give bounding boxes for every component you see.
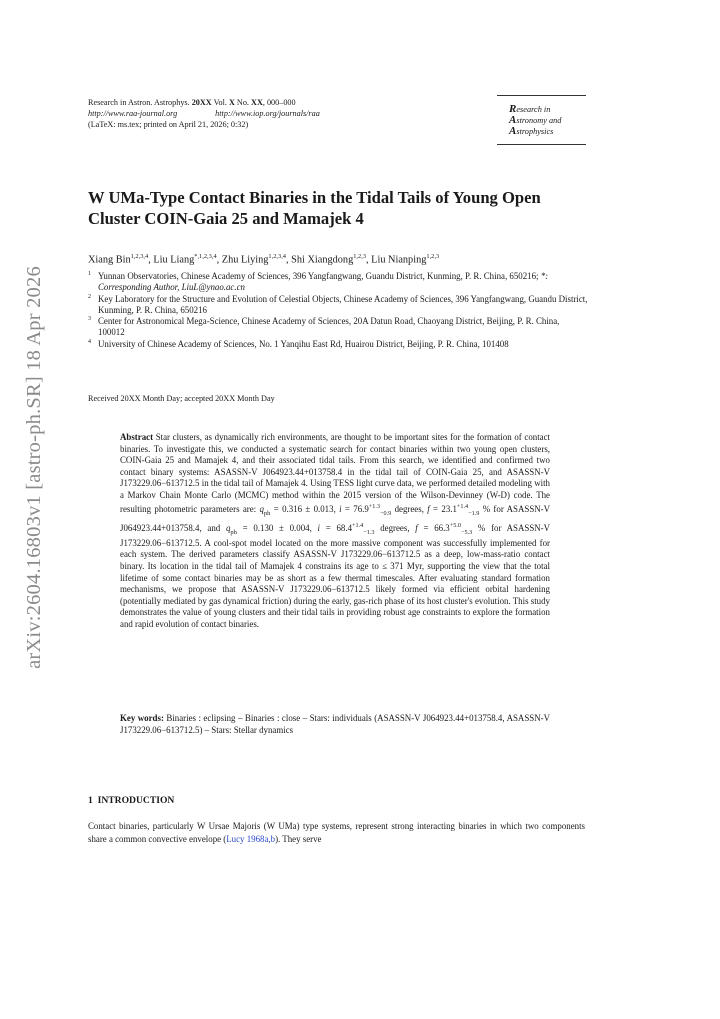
corresponding-author-note: *: Corresponding Author, LiuL@ynao.ac.cn (98, 271, 549, 293)
affiliation-item: 4 University of Chinese Academy of Sciences, No. 1 Yanqihu East Rd, Huairou District, Beijing, P. R. China, 101408 (88, 338, 509, 349)
section-heading (88, 795, 174, 806)
introduction-paragraph: Contact binaries, particularly W Ursae Majoris (W UMa) type systems, represent strong interacting binaries in which two components share a common convective envelope (Lucy 1968a,b). They serve (88, 821, 585, 844)
author-name: Shi Xiangdong (291, 254, 354, 266)
affiliation-item: 1 Yunnan Observatories, Chinese Academy of Sciences, 396 Yangfangwang, Guandu District, Kunming, P. R. China, 650216; *: Corresponding Author, LiuL@ynao.ac.cn (88, 271, 549, 293)
author-affiliation-marks: 1,2,3,4 (268, 253, 286, 260)
affiliation-item: 3 Center for Astronomical Mega-Science, Chinese Academy of Sciences, 20A Datun Road, Chaoyang District, Beijing, P. R. China, 100012 (88, 316, 560, 338)
journal-urls (88, 108, 320, 119)
keywords (120, 712, 550, 736)
author-name: Xiang Bin (88, 254, 131, 266)
author-affiliation-marks: *,1,2,3,4 (194, 253, 217, 260)
abstract: Abstract Star clusters, as dynamically rich environments, are thought to be important sites for the formation of contact binaries. To investigate this, we conducted a systematic search for contact binaries within two young open clusters, COIN-Gaia 25 and Mamajek 4, and their associated tidal tails. From this search, we identified and confirmed two contact binary systems: ASASSN-V J064923.44+013758.4 in the tidal tail of COIN-Gaia 25, and ASASSN-V J173229.06−613712.5 in the tidal tail of Mamajek 4. Using TESS light curve data, we performed detailed modeling with a Markov Chain Monte Carlo (MCMC) method within the 2015 version of the Wilson-Devinney (W-D) code. The resulting photometric parameters are: $q_{ph} = 0.316 \pm 0.013$, $i = 76.9^{+1.3}_{-0.9}$ degrees, $f = 23.1^{+1.4}_{-1.9}$ % for ASASSN-V J064923.44+013758.4, and $q_{ph} = 0.130 \pm 0.004$, $i = 68.4^{+1.4}_{-1.3}$ degrees, $f = 66.3^{+5.0}_{-5.3}$ % for ASASSN-V J173229.06−613712.5. A cool-spot model located on the more massive component was successfully implemented for each system. The derived parameters classify ASASSN-V J173229.06−613712.5 as a deep, low-mass-ratio contact binary. Its location in the tidal tail of Mamajek 4 constrains its age to ≤ 371 Myr, supporting the view that the total lifetime of some contact binaries may be as short as a few thermal timescales. After evaluating standard formation mechanisms, we propose that ASASSN-V J173229.06−613712.5 likely formed via efficient orbital hardening (potentially mediated by gas dynamical friction) during the early, gas-rich phase of its host cluster's evolution. This study demonstrates the value of young clusters and their tidal tails in providing robust age constraints to explore the formation and rapid evolution of contact binaries. (120, 432, 551, 629)
keywords-text: Binaries : eclipsing – Binaries : close – Stars: individuals (ASASSN-V J064923.44+013758.4, ASASSN-V J173229.06−613712.5) – Stars: Stellar dynamics (120, 713, 550, 736)
keywords-label: Key words: (120, 713, 164, 723)
journal-logo-line: Research in (509, 102, 551, 115)
author-list: Xiang Bin$^{1,2,3,4}$, Liu Liang$^{*,1,2,3,4}$, Zhu Liying$^{1,2,3,4}$, Shi Xiangdong$^{1,2,3}$, Liu Nianping$^{1,2,3}$ (88, 253, 440, 266)
journal-logo-box (497, 95, 586, 145)
iop-url-link[interactable]: http://www.iop.org/journals/raa (215, 109, 320, 118)
author-name: Zhu Liying (221, 254, 269, 266)
affiliation-list (88, 271, 588, 350)
citation-link[interactable]: b (270, 833, 276, 844)
abstract-text-continued: for ASASSN-V J173229.06−613712.5. A cool-spot model located on the more massive component was successfully implemented for each system. The derived parameters classify ASASSN-V J173229.06−613712.5 as a deep, low-mass-ratio contact binary. Its location in the tidal tail of Mamajek 4 constrains its age to ≤ 371 Myr, supporting the view that the total lifetime of some contact binaries may be as short as a few thermal timescales. After evaluating standard formation mechanisms, we propose that ASASSN-V J173229.06−613712.5 likely formed via efficient orbital hardening (potentially mediated by gas dynamical friction) during the early, gas-rich phase of its host cluster's evolution. This study demonstrates the value of young clusters and their tidal tails in providing robust age constraints to explore the formation and rapid evolution of contact binaries. (120, 522, 551, 629)
arxiv-identifier: arXiv:2604.16803v1 [astro-ph.SR] 18 Apr 2026 (22, 265, 45, 669)
paper-title: W UMa-Type Contact Binaries in the Tidal Tails of Young Open Cluster COIN-Gaia 25 and Mamajek 4 (88, 188, 541, 228)
raa-url-link[interactable]: http://www.raa-journal.org (88, 109, 178, 118)
citation-link[interactable]: Lucy 1968a (226, 833, 269, 844)
author-name: Liu Nianping (371, 254, 427, 266)
latex-print-line: (LaTeX: ms.tex; printed on April 21, 2026; 0:32) (88, 120, 249, 129)
received-date: Received 20XX Month Day; accepted 20XX Month Day (88, 394, 275, 403)
arxiv-stamp (14, 262, 54, 672)
author-name: Liu Liang (153, 254, 195, 266)
section-title: INTRODUCTION (97, 795, 175, 806)
abstract-text: Star clusters, as dynamically rich environments, are thought to be important sites for the formation of contact binaries. To investigate this, we conducted a systematic search for contact binaries within two young open clusters, COIN-Gaia 25 and Mamajek 4, and their associated tidal tails. From this search, we identified and confirmed two contact binary systems: ASASSN-V J064923.44+013758.4 in the tidal tail of COIN-Gaia 25, and ASASSN-V J173229.06−613712.5 in the tidal tail of Mamajek 4. Using TESS light curve data, we performed detailed modeling with a Markov Chain Monte Carlo (MCMC) method within the 2015 version of the Wilson-Devinney (W-D) code. The resulting photometric parameters are: (120, 432, 551, 515)
abstract-label: Abstract (120, 432, 154, 442)
journal-logo-line: Astrophysics (509, 124, 554, 137)
section-number: 1 (88, 795, 93, 806)
author-affiliation-marks: 1,2,3,4 (130, 253, 149, 260)
author-affiliation-marks: 1,2,3 (353, 253, 367, 260)
author-affiliation-marks: 1,2,3 (426, 253, 440, 260)
journal-header (88, 97, 320, 130)
affiliation-item: 2 Key Laboratory for the Structure and Evolution of Celestial Objects, Chinese Academy of Sciences, 396 Yangfangwang, Guandu District, Kunming, P. R. China, 650216 (88, 293, 588, 315)
journal-logo-line: Astronomy and (509, 113, 562, 126)
journal-citation-line: Research in Astron. Astrophys. 20XX Vol. X No. XX, 000–000 (88, 98, 296, 107)
